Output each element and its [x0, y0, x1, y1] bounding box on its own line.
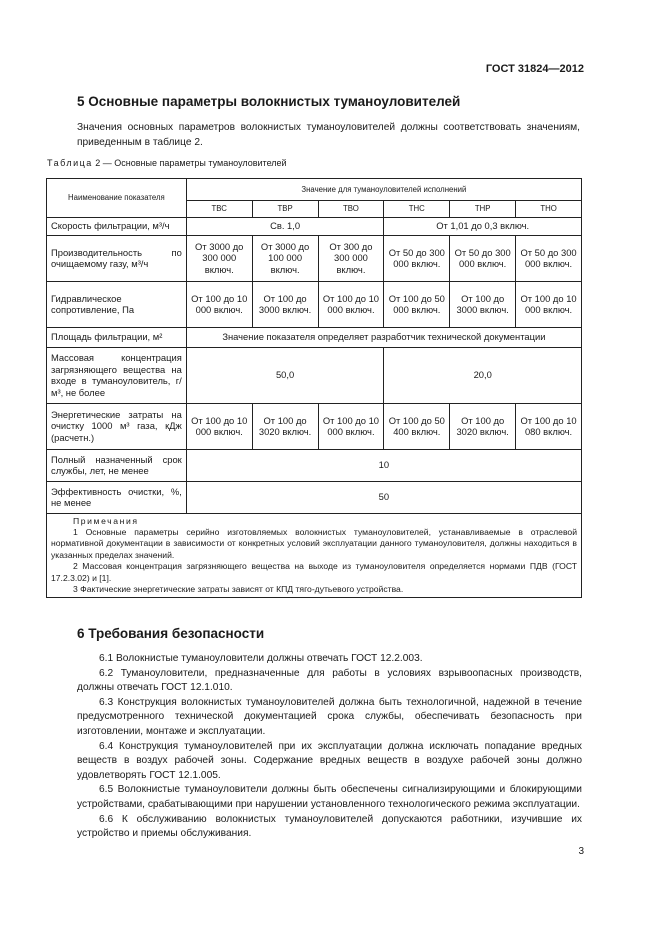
page-number: 3: [578, 846, 584, 857]
table-cell: 50,0: [186, 347, 384, 403]
table-cell: От 100 до 3000 включ.: [450, 281, 516, 327]
table-caption-prefix: Таблица: [47, 158, 93, 168]
table-cell: От 100 до 3000 включ.: [252, 281, 318, 327]
note-2: 2 Массовая концентрация загрязняющего вещества на выходе из туманоуловителя определяется нормами ПДВ (ГОСТ 17.2.3.02) и [1].: [51, 561, 577, 583]
table-cell: От 100 до 50 400 включ.: [384, 403, 450, 449]
table-cell: От 100 до 3020 включ.: [252, 403, 318, 449]
table-row: [47, 327, 582, 347]
row-name: Скорость фильтрации, м³/ч: [47, 217, 187, 235]
table-cell: От 50 до 300 000 включ.: [450, 235, 516, 281]
table-row: [47, 403, 582, 449]
table-cell: От 3000 до 300 000 включ.: [186, 235, 252, 281]
table-cell: От 50 до 300 000 включ.: [516, 235, 582, 281]
table-cell: От 100 до 10 000 включ.: [186, 281, 252, 327]
table-cell: От 100 до 10 000 включ.: [318, 281, 384, 327]
header-values: Значение для туманоуловителей исполнений: [186, 179, 581, 201]
header-indicator-name: Наименование показателя: [47, 179, 187, 218]
notes-title: Примечания: [73, 515, 139, 526]
row-name: Гидравлическое сопротивление, Па: [47, 281, 187, 327]
table-cell: От 100 до 10 000 включ.: [516, 281, 582, 327]
table-cell: От 100 до 3020 включ.: [450, 403, 516, 449]
table-cell: От 1,01 до 0,3 включ.: [384, 217, 582, 235]
note-3: 3 Фактические энергетические затраты зависят от КПД тяго-дутьевого устройства.: [73, 584, 404, 595]
row-name: Производительность по очищаемому газу, м³/ч: [47, 235, 187, 281]
row-name: Массовая концентрация загрязняющего вещества на входе в туманоуловитель, г/м³, не более: [47, 347, 187, 403]
table-cell: Значение показателя определяет разработчик технической документации: [186, 327, 581, 347]
table-cell: От 100 до 10 080 включ.: [516, 403, 582, 449]
row-name: Полный назначенный срок службы, лет, не менее: [47, 449, 187, 481]
column-header: ТВО: [318, 201, 384, 218]
table-row: [47, 217, 582, 235]
table-row: [47, 481, 582, 513]
paragraph-6-1: 6.1 Волокнистые туманоуловители должны отвечать ГОСТ 12.2.003.: [99, 653, 423, 664]
column-header: ТВС: [186, 201, 252, 218]
column-header: ТНО: [516, 201, 582, 218]
row-name: Эффективность очистки, %, не менее: [47, 481, 187, 513]
table-caption-text: 2 — Основные параметры туманоуловителей: [92, 158, 287, 168]
table-cell: От 100 до 10 000 включ.: [186, 403, 252, 449]
row-name: Площадь фильтрации, м²: [47, 327, 187, 347]
paragraph-6-2: 6.2 Туманоуловители, предназначенные для работы в условиях взрывоопасных производств, должны отвечать ГОСТ 12.1.010.: [77, 667, 582, 694]
table-cell: От 100 до 10 000 включ.: [318, 403, 384, 449]
section-5-title: 5 Основные параметры волокнистых туманоуловителей: [77, 94, 461, 109]
table-cell: 10: [186, 449, 581, 481]
table-cell: От 300 до 300 000 включ.: [318, 235, 384, 281]
note-1: 1 Основные параметры серийно изготовляемых волокнистых туманоуловителей, устанавливаемые в отраслевой нормативной документации в зависимости от конкретных условий эксплуатации данного туманоуловителя, должны находиться в указанных пределах значений.: [51, 527, 577, 560]
table-cell: От 3000 до 100 000 включ.: [252, 235, 318, 281]
column-header: ТВР: [252, 201, 318, 218]
table-cell: От 50 до 300 000 включ.: [384, 235, 450, 281]
column-header: ТНР: [450, 201, 516, 218]
section-6-body: [77, 652, 582, 842]
table-cell: От 100 до 50 000 включ.: [384, 281, 450, 327]
document-id: ГОСТ 31824—2012: [485, 63, 584, 75]
table-notes: [47, 513, 582, 598]
paragraph-6-3: 6.3 Конструкция волокнистых туманоуловителей должна быть технологичной, надежной в течение предусмотренного технической документацией срока службы, обеспечивать безопасность при изготовлении, монтаже и эксплуатации.: [77, 696, 582, 737]
table-row: [47, 347, 582, 403]
table-row: [47, 281, 582, 327]
table-cell: 50: [186, 481, 581, 513]
column-header: ТНС: [384, 201, 450, 218]
paragraph-6-5: 6.5 Волокнистые туманоуловители должны быть обеспечены сигнализирующими и блокирующими устройствами, срабатывающими при нарушении установленного технологического режима эксплуатации.: [77, 784, 582, 810]
paragraph-6-6: 6.6 К обслуживанию волокнистых туманоуловителей допускаются работники, изучившие их устройство и приемы обслуживания.: [77, 813, 582, 840]
table-notes-row: [47, 513, 582, 598]
table-cell: Св. 1,0: [186, 217, 384, 235]
parameters-table: [46, 178, 582, 598]
table-row: [47, 449, 582, 481]
table-row: [47, 235, 582, 281]
section-5-intro: Значения основных параметров волокнистых туманоуловителей должны соответствовать значениям, приведенным в таблице 2.: [77, 122, 580, 148]
row-name: Энергетические затраты на очистку 1000 м³ газа, кДж (расчетн.): [47, 403, 187, 449]
section-6-title: 6 Требования безопасности: [77, 626, 265, 641]
paragraph-6-4: 6.4 Конструкция туманоуловителей при их эксплуатации должна исключать попадание вредных веществ в воздух рабочей зоны. Содержание вредных веществ в воздухе рабочей зоны должно удовлетворять ГОСТ 12.1.005.: [77, 740, 582, 781]
table-cell: 20,0: [384, 347, 582, 403]
table-caption: [47, 158, 287, 168]
